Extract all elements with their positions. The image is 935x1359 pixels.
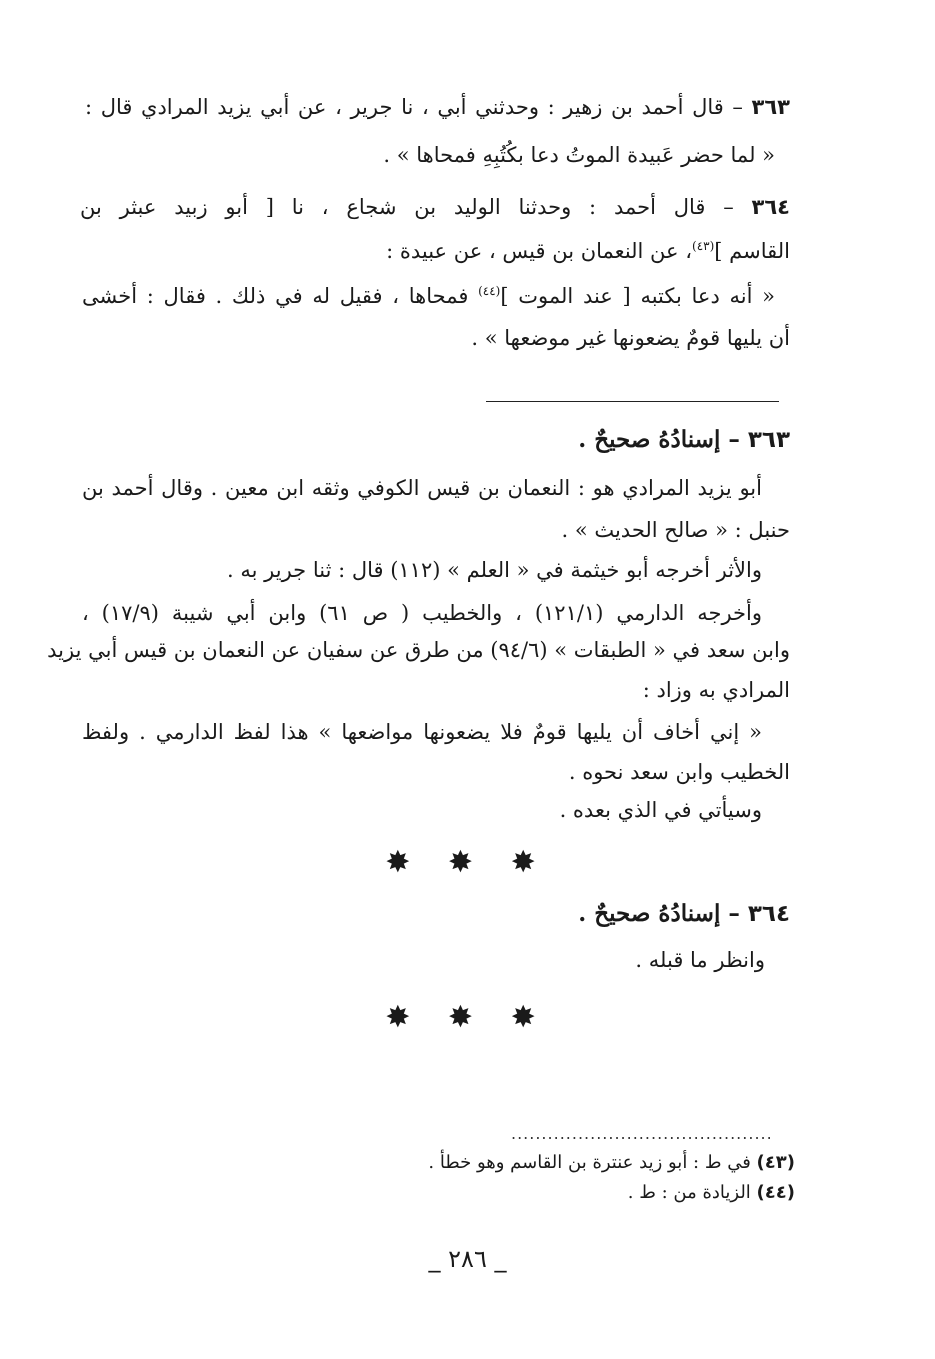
- text-363-line-2: « لما حضر عَبيدة الموتُ دعا بكُتُبِهِ فمحاها » .: [383, 143, 775, 167]
- footnote-44-number: (٤٤): [756, 1182, 795, 1203]
- comment-363-line-8: الخطيب وابن سعد نحوه .: [568, 760, 790, 784]
- comment-363-line-7: « إني أخاف أن يليها قومٌ فلا يضعونها مواضعها » هذا لفظ الدارمي . ولفظ: [82, 720, 762, 744]
- text-364-line-1: [80, 197, 790, 218]
- comment-364-number: ٣٦٤: [747, 901, 790, 927]
- footnote-43-number: (٤٣): [756, 1152, 795, 1173]
- stars-separator-2: ✸ ✸ ✸: [385, 1000, 550, 1035]
- text-364-line-4: أن يليها قومٌ يضعونها غير موضعها » .: [471, 326, 790, 350]
- text-363-number: ٣٦٣: [751, 95, 790, 119]
- footnote-44-text: الزيادة من : ط .: [627, 1182, 751, 1203]
- text-364-line-2a: القاسم ]: [714, 239, 790, 263]
- comment-363-heading-text: – إسنادُهُ صحيحٌ .: [578, 426, 740, 453]
- comment-363-line-9: وسيأتي في الذي بعده .: [559, 798, 762, 822]
- footnote-ref-43: (٤٣): [692, 239, 715, 253]
- text-364-line-2b: ، عن النعمان بن قيس ، عن عبيدة :: [386, 239, 693, 263]
- text-364-line-3b: فمحاها ، فقيل له في ذلك . فقال : أخشى: [82, 284, 479, 308]
- comment-363-line-4: وأخرجه الدارمي (١٢١/١) ، والخطيب ( ص ٦١) وابن أبي شيبة (١٧/٩) ،: [82, 601, 762, 625]
- comment-363-line-1: أبو يزيد المرادي هو : النعمان بن قيس الكوفي وثقه ابن معين . وقال أحمد بن: [82, 476, 762, 500]
- comment-363-number: ٣٦٣: [747, 427, 790, 453]
- text-363-line-1: [85, 97, 790, 118]
- comment-363-heading: [85, 428, 790, 452]
- text-364-line-3a: « أنه دعا بكتبه [ عند الموت ]: [500, 284, 775, 308]
- text-364-line-2: [85, 240, 790, 262]
- footnote-43-text: في ط : أبو زيد عنترة بن القاسم وهو خطأ .: [428, 1152, 751, 1173]
- text-364-line-1-text: – قال أحمد : وحدثنا الوليد بن شجاع ، نا [ أبو زبيد عبثر بن: [80, 195, 734, 219]
- comment-364-line-1: وانظر ما قبله .: [635, 948, 765, 972]
- text-364-line-3: [82, 285, 775, 307]
- section-separator: [486, 401, 779, 402]
- comment-364-heading: [85, 902, 790, 926]
- comment-363-line-6: المرادي به وزاد :: [642, 678, 790, 702]
- footnote-44: [628, 1182, 795, 1203]
- footnote-ref-44: (٤٤): [478, 284, 501, 298]
- text-363-line-1-text: – قال أحمد بن زهير : وحدثني أبي ، نا جرير ، عن أبي يزيد المرادي قال :: [85, 95, 743, 119]
- comment-363-line-3: والأثر أخرجه أبو خيثمة في « العلم » (١١٢) قال : ثنا جرير به .: [227, 558, 762, 582]
- footnote-43: [428, 1152, 795, 1173]
- text-364-number: ٣٦٤: [751, 195, 790, 219]
- comment-363-line-5: وابن سعد في « الطبقات » (٩٤/٦) من طرق عن سفيان عن النعمان بن قيس أبي يزيد: [47, 638, 790, 662]
- comment-363-line-2: حنبل : « صالح الحديث » .: [561, 518, 790, 542]
- footnote-rule: ...........................................: [511, 1124, 773, 1143]
- comment-364-heading-text: – إسنادُهُ صحيحٌ .: [578, 900, 740, 927]
- stars-separator-1: ✸ ✸ ✸: [385, 845, 550, 880]
- page-number: _ ٢٨٦ _: [428, 1245, 507, 1273]
